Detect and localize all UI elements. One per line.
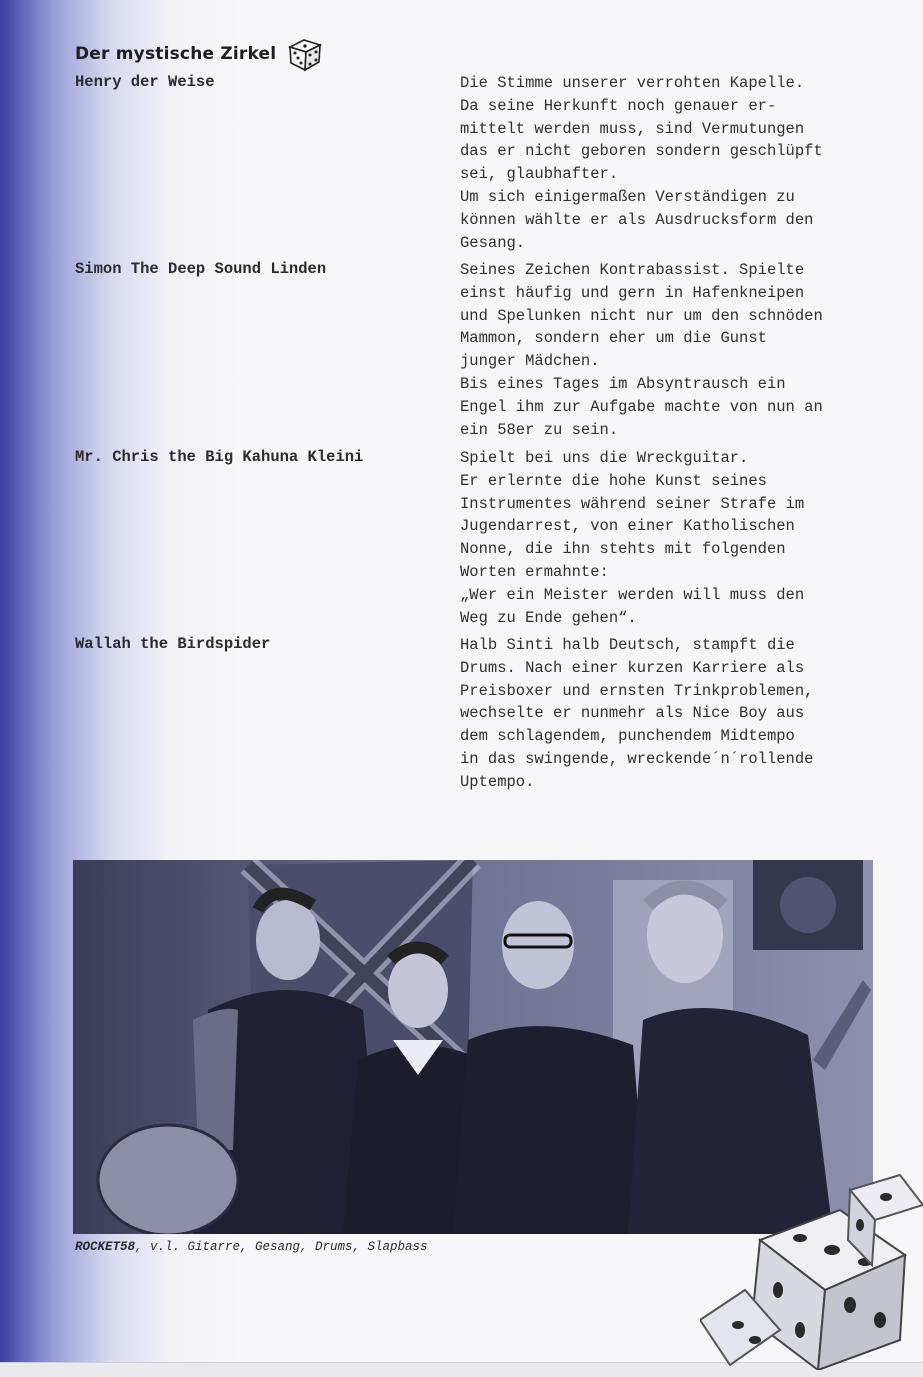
caption-text: , v.l. Gitarre, Gesang, Drums, Slapbass <box>135 1240 428 1254</box>
dice-decoration <box>700 1170 923 1370</box>
member-description <box>460 259 880 441</box>
description-paragraph: Um sich einigermaßen Verständigen zu können wählte er als Ausdrucksform den Gesang. <box>460 187 814 252</box>
description-paragraph: Seines Zeichen Kontrabassist. Spielte einst häufig und gern in Hafenkneipen und Spelunken nicht nur um den schnöden Mammon, sondern eher um die Gunst junger Mädchen. <box>460 261 823 371</box>
person <box>256 900 320 980</box>
photo-caption <box>75 1240 428 1254</box>
caption-band-name: ROCKET58 <box>75 1240 136 1254</box>
description-paragraph: Spielt bei uns die Wreckguitar. Er erlernte die hohe Kunst seines Instrumentes während seiner Strafe im Jugendarrest, von einer Katholischen Nonne, die ihn stehts mit folgenden Worten ermahnte: „Wer ein Meister werden will muss den Weg zu Ende gehen“. <box>460 449 805 627</box>
member-name: Henry der Weise <box>75 73 215 91</box>
member-description <box>460 447 880 629</box>
description-paragraph: Halb Sinti halb Deutsch, stampft die Drums. Nach einer kurzen Karriere als Preisboxer und ernsten Trinkproblemen, wechselte er nunmehr als Nice Boy aus dem schlagendem, punchendem Midtempo in das swingende, wreckende´n´rollende Uptempo. <box>460 636 814 791</box>
member-description <box>460 634 880 794</box>
member-description <box>460 72 880 254</box>
page-heading <box>75 38 326 70</box>
person <box>502 901 574 989</box>
description-paragraph: Die Stimme unserer verrohten Kapelle. Da seine Herkunft noch genauer er- mittelt werden muss, sind Vermutungen das er nicht geboren sondern geschlüpft sei, glaubhafter. <box>460 74 823 184</box>
description-paragraph: Bis eines Tages im Absyntrausch ein Engel ihm zur Aufgabe machte von nun an ein 58er zu sein. <box>460 374 823 439</box>
dice-icon <box>286 35 326 73</box>
member-name: Mr. Chris the Big Kahuna Kleini <box>75 448 364 466</box>
member-name: Wallah the Birdspider <box>75 635 271 653</box>
member-name: Simon The Deep Sound Linden <box>75 260 327 278</box>
die-large <box>752 1210 905 1370</box>
page-title: Der mystische Zirkel <box>75 44 277 64</box>
person <box>388 952 448 1028</box>
